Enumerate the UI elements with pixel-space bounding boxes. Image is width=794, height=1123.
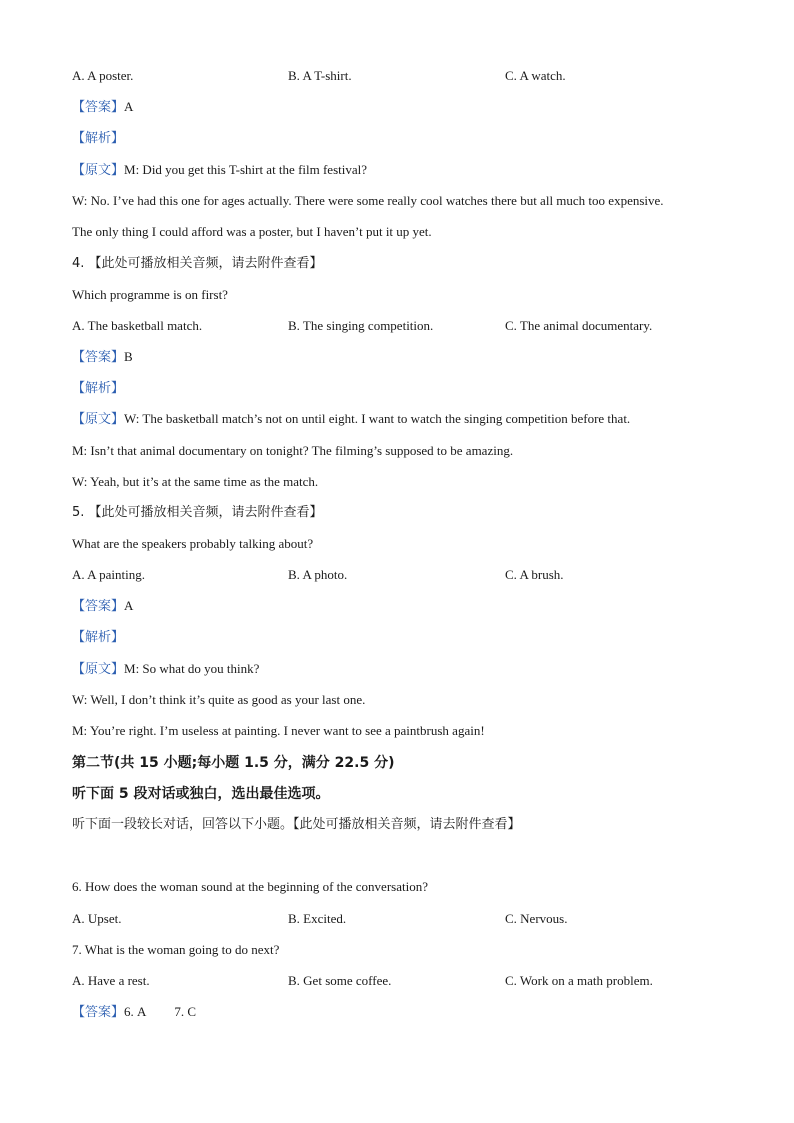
q3-option-b: B. A T-shirt. bbox=[288, 68, 352, 83]
original-text-tag: 【原文】 bbox=[72, 412, 125, 427]
q7-option-b: B. Get some coffee. bbox=[288, 973, 392, 988]
q5-answer-row bbox=[72, 597, 133, 616]
q4-option-c: C. The animal documentary. bbox=[505, 318, 653, 333]
q5-option-a: A. A painting. bbox=[72, 567, 145, 582]
q7-option-a: A. Have a rest. bbox=[72, 973, 150, 988]
q5-option-c: C. A brush. bbox=[505, 567, 564, 582]
transcript-text: M: Did you get this T-shirt at the film festival? bbox=[124, 162, 368, 177]
answer-tag: 【答案】 bbox=[72, 100, 125, 115]
analysis-tag: 【解析】 bbox=[72, 131, 125, 146]
section-2-intro: 听下面一段较长对话，回答以下小题。【此处可播放相关音频，请去附件查看】 bbox=[72, 817, 521, 832]
q3-option-a: A. A poster. bbox=[72, 68, 134, 83]
q3-option-c: C. A watch. bbox=[505, 68, 566, 83]
transcript-text: M: So what do you think? bbox=[124, 661, 260, 676]
q3-answer: A bbox=[124, 99, 134, 114]
q3-transcript-line-3: The only thing I could afford was a poster, but I haven’t put it up yet. bbox=[72, 224, 432, 239]
answer-tag: 【答案】 bbox=[72, 350, 125, 365]
q3-transcript-line-1 bbox=[72, 161, 367, 180]
q4-option-a: A. The basketball match. bbox=[72, 318, 203, 333]
q7-answer: 7. C bbox=[174, 1004, 197, 1019]
original-text-tag: 【原文】 bbox=[72, 662, 125, 677]
q6-option-a: A. Upset. bbox=[72, 911, 122, 926]
section-2-instruction: 听下面 5 段对话或独白，选出最佳选项。 bbox=[72, 786, 330, 802]
q4-answer-row bbox=[72, 348, 133, 367]
q3-answer-row bbox=[72, 98, 133, 117]
original-text-tag: 【原文】 bbox=[72, 163, 125, 178]
q6-option-b: B. Excited. bbox=[288, 911, 347, 926]
q6-option-c: C. Nervous. bbox=[505, 911, 568, 926]
q7-question: 7. What is the woman going to do next? bbox=[72, 942, 280, 957]
q4-transcript-line-2: M: Isn’t that animal documentary on tonight? The filming’s supposed to be amazing. bbox=[72, 443, 514, 458]
q4-transcript-line-3: W: Yeah, but it’s at the same time as the match. bbox=[72, 474, 319, 489]
q6-7-answer-row bbox=[72, 1003, 196, 1022]
q5-option-b: B. A photo. bbox=[288, 567, 348, 582]
q4-question: Which programme is on first? bbox=[72, 287, 228, 302]
q4-answer: B bbox=[124, 349, 133, 364]
q5-analysis-row bbox=[72, 628, 124, 647]
q5-header: 5. 【此处可播放相关音频，请去附件查看】 bbox=[72, 505, 323, 520]
analysis-tag: 【解析】 bbox=[72, 381, 125, 396]
q6-question: 6. How does the woman sound at the beginning of the conversation? bbox=[72, 879, 428, 894]
q4-transcript-line-1 bbox=[72, 410, 630, 429]
q5-transcript-line-1 bbox=[72, 660, 259, 679]
q3-analysis-row bbox=[72, 129, 124, 148]
q4-analysis-row bbox=[72, 379, 124, 398]
q5-answer: A bbox=[124, 598, 134, 613]
q3-transcript-line-2: W: No. I’ve had this one for ages actually. There were some really cool watches there but all much too expensive. bbox=[72, 193, 664, 208]
q4-header: 4. 【此处可播放相关音频，请去附件查看】 bbox=[72, 256, 323, 271]
q6-answer: 6. A bbox=[124, 1004, 147, 1019]
q5-transcript-line-3: M: You’re right. I’m useless at painting. I never want to see a paintbrush again! bbox=[72, 723, 485, 738]
section-2-title: 第二节(共 15 小题;每小题 1.5 分，满分 22.5 分) bbox=[72, 755, 395, 771]
analysis-tag: 【解析】 bbox=[72, 630, 125, 645]
answer-tag: 【答案】 bbox=[72, 1005, 125, 1020]
transcript-text: W: The basketball match’s not on until eight. I want to watch the singing competition before that. bbox=[124, 411, 631, 426]
answer-tag: 【答案】 bbox=[72, 599, 125, 614]
q7-option-c: C. Work on a math problem. bbox=[505, 973, 653, 988]
q4-option-b: B. The singing competition. bbox=[288, 318, 434, 333]
q5-question: What are the speakers probably talking about? bbox=[72, 536, 314, 551]
q5-transcript-line-2: W: Well, I don’t think it’s quite as good as your last one. bbox=[72, 692, 366, 707]
